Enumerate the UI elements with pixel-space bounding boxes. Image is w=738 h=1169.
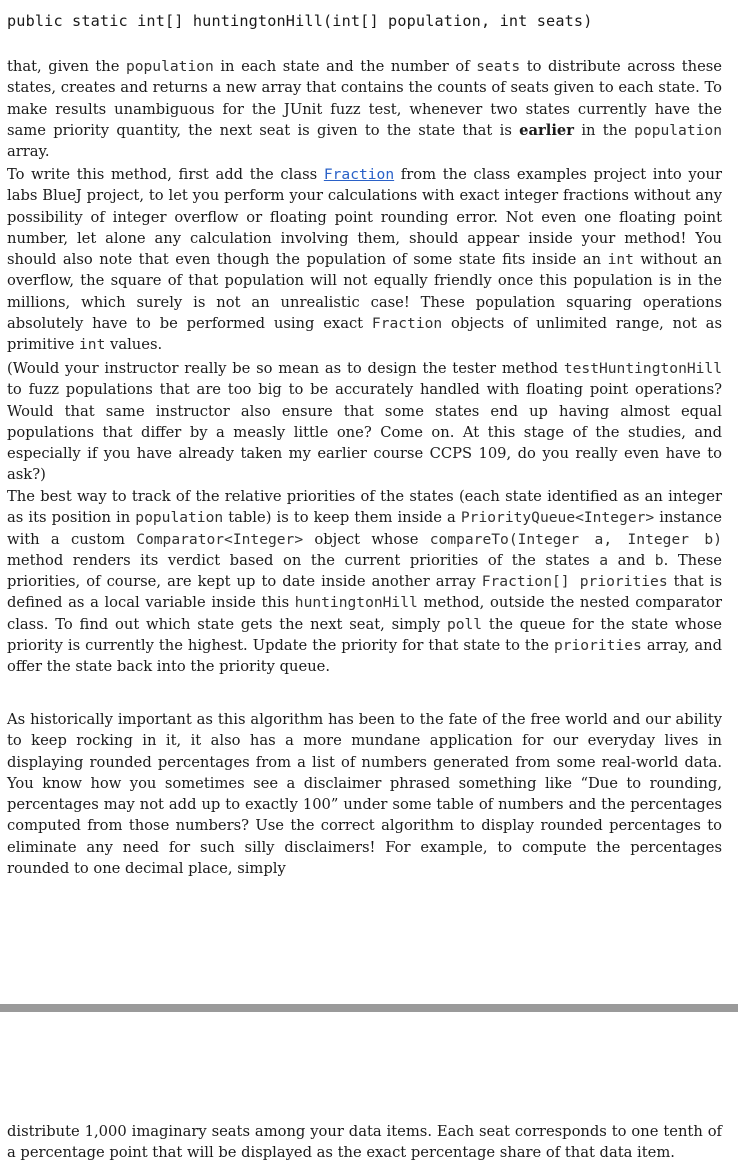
inline-code: compareTo(Integer a, Integer b) [429, 530, 723, 548]
inline-code: int [607, 251, 634, 269]
inline-code: Fraction [371, 315, 443, 333]
inline-code: priorities [553, 637, 642, 655]
text: objects of unlimited range, not as primitive [7, 315, 722, 354]
inline-code: b [654, 551, 664, 569]
inline-code: Fraction[] priorities [481, 573, 668, 591]
inline-code: int [79, 336, 106, 354]
inline-code: Comparator<Integer> [136, 530, 304, 548]
page-separator [0, 1004, 738, 1012]
document-page-2 [0, 1012, 738, 1169]
text: distribute 1,000 imaginary seats among your data items. Each seat corresponds to one tenth of a percentage point that will be displayed as the exact percentage share of that data item. [7, 1123, 722, 1162]
text: method renders its verdict based on the current priorities of the states [7, 551, 600, 569]
text: table) is to keep them inside a [223, 509, 461, 527]
text: (Would your instructor really be so mean as to design the tester method [7, 360, 564, 377]
text: in each state and the number of [213, 58, 477, 75]
text: As historically important as this algorithm has been to the fate of the free world and our ability to keep rocking in it, it also has a more mundane application for our everyday lives in displaying rounded percentages from a list of numbers generated from some real-world data. You know how you sometimes see a disclaimer phrased something like “Due to rounding, percentages may not add up to exactly 100” under some table of numbers and the percentages computed from those numbers? Use the correct algorithm to display rounded percentages to eliminate any need for such silly disclaimers! For example, to compute the percentages rounded to one decimal place, simply [7, 711, 722, 878]
text: from the class examples project into your labs BlueJ project, to let you perform your calculations with exact integer fractions without any possibility of integer overflow or floating point rounding error. Not even one floating point number, let alone any calculation involving them, should appear inside your method! You should also note that even though the population of some state fits inside an [7, 166, 722, 269]
text: to distribute across these states, creates and returns a new array that contains the counts of seats given to each state. To make results unambiguous for the JUnit fuzz test, whenever two states currently have the same priority quantity, the next seat is given to the state that is [7, 58, 722, 139]
text: the queue for the state whose priority is currently the highest. Update the priority for that state to the [7, 615, 722, 655]
inline-code: seats [476, 58, 521, 75]
inline-code: population [135, 509, 224, 527]
text: . These priorities, of course, are kept up to date inside another array [7, 551, 722, 591]
inline-code: testHuntingtonHill [563, 360, 722, 377]
text: array. [7, 143, 50, 161]
text: and [608, 551, 655, 569]
text: To write this method, first add the class [7, 166, 324, 183]
text: that is defined as a local variable inside this [7, 573, 722, 612]
paragraph-fraction [7, 164, 722, 356]
method-signature: public static int[] huntingtonHill(int[] population, int seats) [7, 12, 593, 30]
fraction-class-link[interactable]: Fraction [323, 166, 395, 183]
paragraph-aside [7, 358, 722, 486]
text: that, given the [7, 58, 126, 75]
text: object whose [303, 530, 430, 548]
inline-code: population [125, 58, 214, 75]
bold-text: earlier [519, 121, 575, 139]
paragraph-intro [7, 56, 722, 162]
text: array, and offer the state back into the priority queue. [7, 637, 722, 676]
text: to fuzz populations that are too big to be accurately handled with floating point operations? Would that same instructor also ensure that some states end up having almost equal populations that differ by a measly little one? Come on. At this stage of the studies, and especially if you have already taken my earlier course CCPS 109, do you really even have to ask?) [7, 381, 722, 484]
text: in the [574, 121, 635, 139]
text: The best way to track of the relative priorities of the states (each state identified as an integer as its position in [7, 488, 722, 527]
inline-code: a [599, 551, 609, 569]
paragraph-priority-queue [7, 486, 722, 678]
inline-code: poll [446, 615, 483, 633]
text: values. [105, 336, 163, 354]
inline-code: PriorityQueue<Integer> [460, 509, 655, 527]
inline-code: huntingtonHill [294, 594, 418, 612]
text: instance with a custom [7, 509, 722, 548]
text: without an overflow, the square of that population will not equally friendly once this population is in the millions, which surely is not an unrealistic case! These population squaring operations absolutely have to be performed using exact [7, 251, 723, 333]
inline-code: population [634, 121, 722, 139]
text: method, outside the nested comparator class. To find out which state gets the next seat, simply [7, 594, 722, 633]
paragraph-rounding [7, 709, 722, 879]
paragraph-distribute [7, 1121, 722, 1164]
